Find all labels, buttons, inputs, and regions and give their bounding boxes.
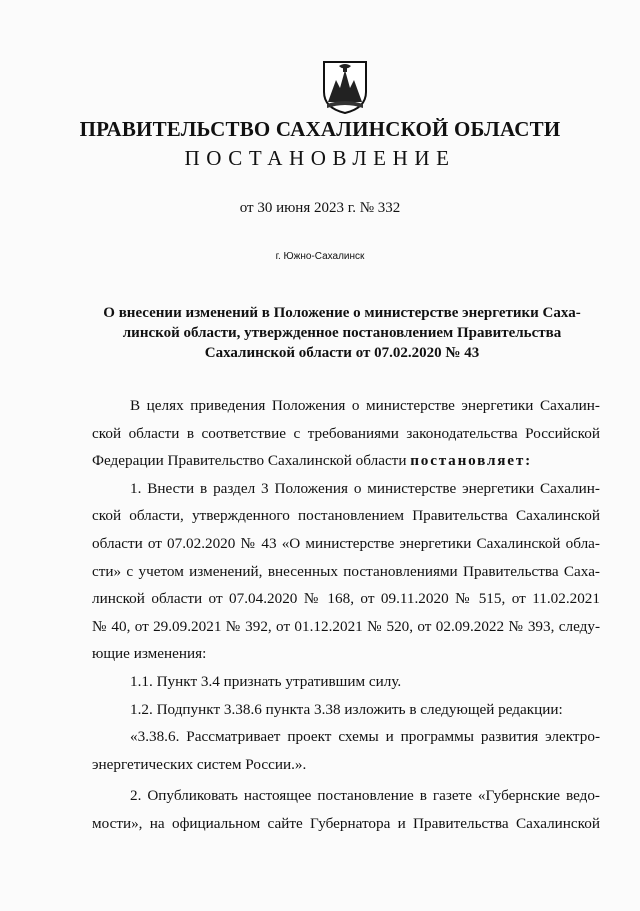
subject-line: Сахалинской области от 07.02.2020 № 43 (204, 345, 480, 361)
body-line: сти» с учетом изменений, внесенных постановлениями Правительства Саха- (92, 562, 600, 580)
body-line: ской области, утвержденного постановлением Правительства Сахалинской (92, 507, 600, 525)
body-line: линской области от 07.04.2020 № 168, от 09.11.2020 № 515, от 11.02.2021 (92, 590, 600, 608)
body-text: Федерации Правительство Сахалинской области (92, 452, 407, 470)
date-and-number: от 30 июня 2023 г. № 332 (239, 200, 401, 216)
body-line: 1.2. Подпункт 3.38.6 пункта 3.38 изложить в следующей редакции: (130, 700, 563, 718)
resolves-keyword: постановляет: (410, 452, 532, 470)
city-name: г. Южно-Сахалинск (275, 251, 365, 262)
document-subject (92, 303, 592, 363)
body-line: В целях приведения Положения о министерстве энергетики Сахалин- (130, 397, 600, 414)
body-line: 1. Внести в раздел 3 Положения о министерстве энергетики Сахалин- (130, 479, 600, 497)
body-line: 2. Опубликовать настоящее постановление в газете «Губернские ведо- (130, 787, 600, 805)
body-line: энергетических систем России.». (92, 755, 307, 773)
body-line: ющие изменения: (92, 645, 207, 663)
subject-line: О внесении изменений в Положение о министерстве энергетики Саха- (103, 305, 581, 321)
government-title: ПРАВИТЕЛЬСТВО САХАЛИНСКОЙ ОБЛАСТИ (79, 117, 561, 141)
document-body (92, 392, 600, 838)
document-type: ПОСТАНОВЛЕНИЕ (184, 146, 456, 170)
coat-of-arms-icon (322, 58, 368, 114)
body-line: области от 07.02.2020 № 43 «О министерстве энергетики Сахалинской обла- (92, 534, 600, 552)
body-line: «3.38.6. Рассматривает проект схемы и программы развития электро- (130, 728, 600, 746)
subject-line: линской области, утвержденное постановлением Правительства (122, 325, 562, 341)
body-line: № 40, от 29.09.2021 № 392, от 01.12.2021 № 520, от 02.09.2022 № 393, следу- (92, 617, 600, 635)
body-line (92, 447, 600, 475)
body-line: 1.1. Пункт 3.4 признать утратившим силу. (130, 672, 402, 690)
body-line: мости», на официальном сайте Губернатора и Правительства Сахалинской (92, 814, 600, 832)
body-line: ской области в соответствие с требованиями законодательства Российской (92, 424, 600, 442)
